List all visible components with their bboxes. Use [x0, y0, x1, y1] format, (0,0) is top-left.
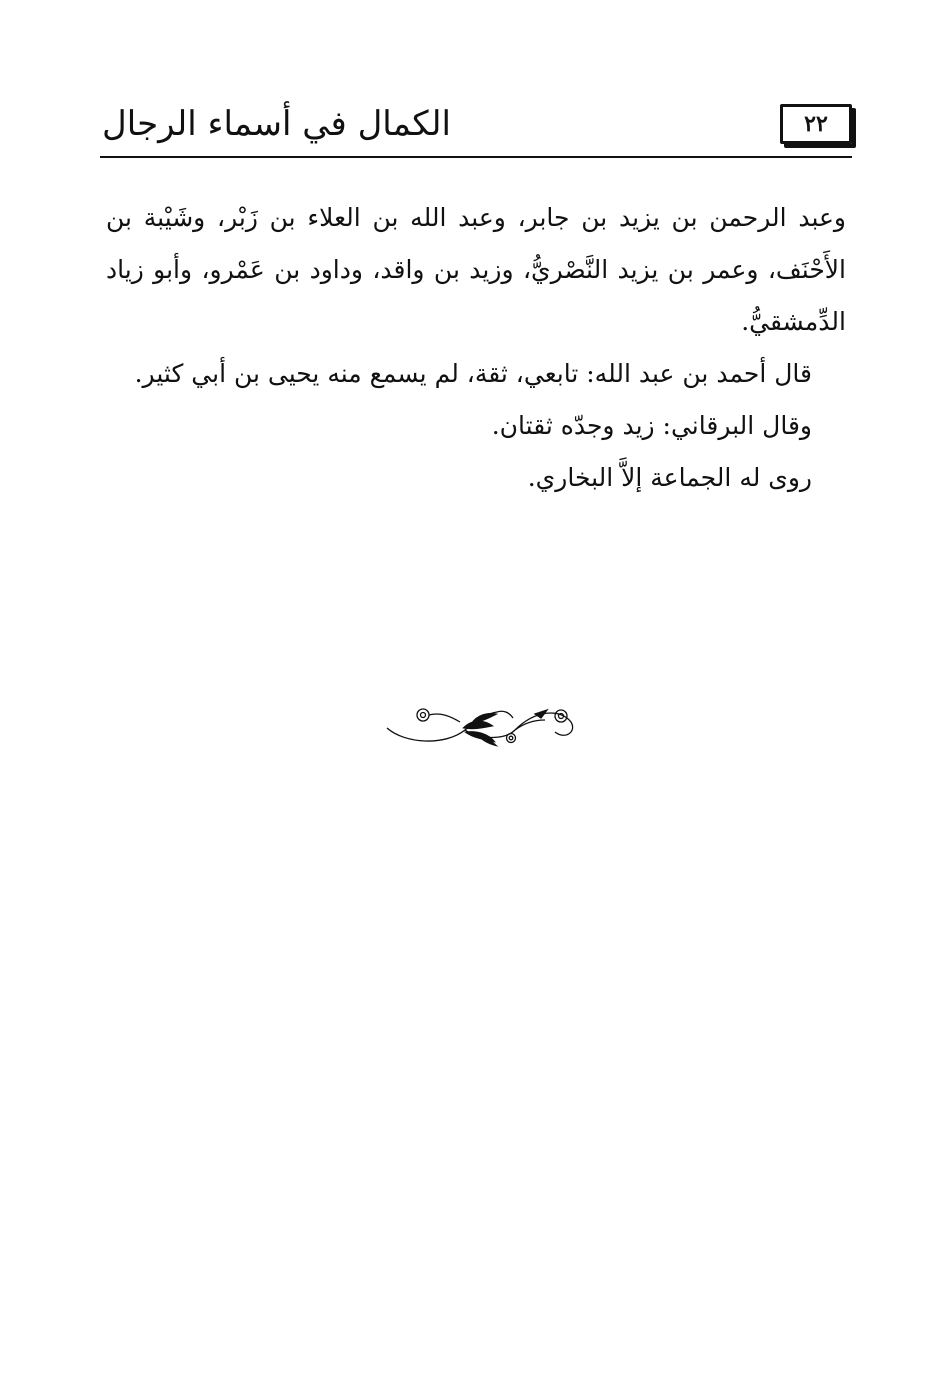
narration-note-paragraph: روى له الجماعة إلاَّ البخاري.: [527, 463, 812, 492]
header-divider: [100, 156, 852, 158]
barqani-opinion-paragraph: وقال البرقاني: زيد وجدّه ثقتان.: [491, 411, 812, 440]
narrators-paragraph: وعبد الرحمن بن يزيد بن جابر، وعبد الله بن العلاء بن زَبْر، وشَيْبة بن الأَحْنَف، وعمر بن يزيد النَّصْريُّ، وزيد بن واقد، وداود بن عَمْرو، وأبو زياد الدِّمشقيُّ.: [106, 203, 846, 336]
page-number: ٢٢: [780, 104, 852, 144]
ahmad-opinion-paragraph: قال أحمد بن عبد الله: تابعي، ثقة، لم يسمع منه يحيى بن أبي كثير.: [134, 359, 812, 388]
floral-divider-icon: [385, 700, 577, 750]
page-header: [100, 100, 852, 162]
book-title: الكمال في أسماء الرجال: [102, 104, 451, 144]
page-body: [106, 192, 846, 504]
